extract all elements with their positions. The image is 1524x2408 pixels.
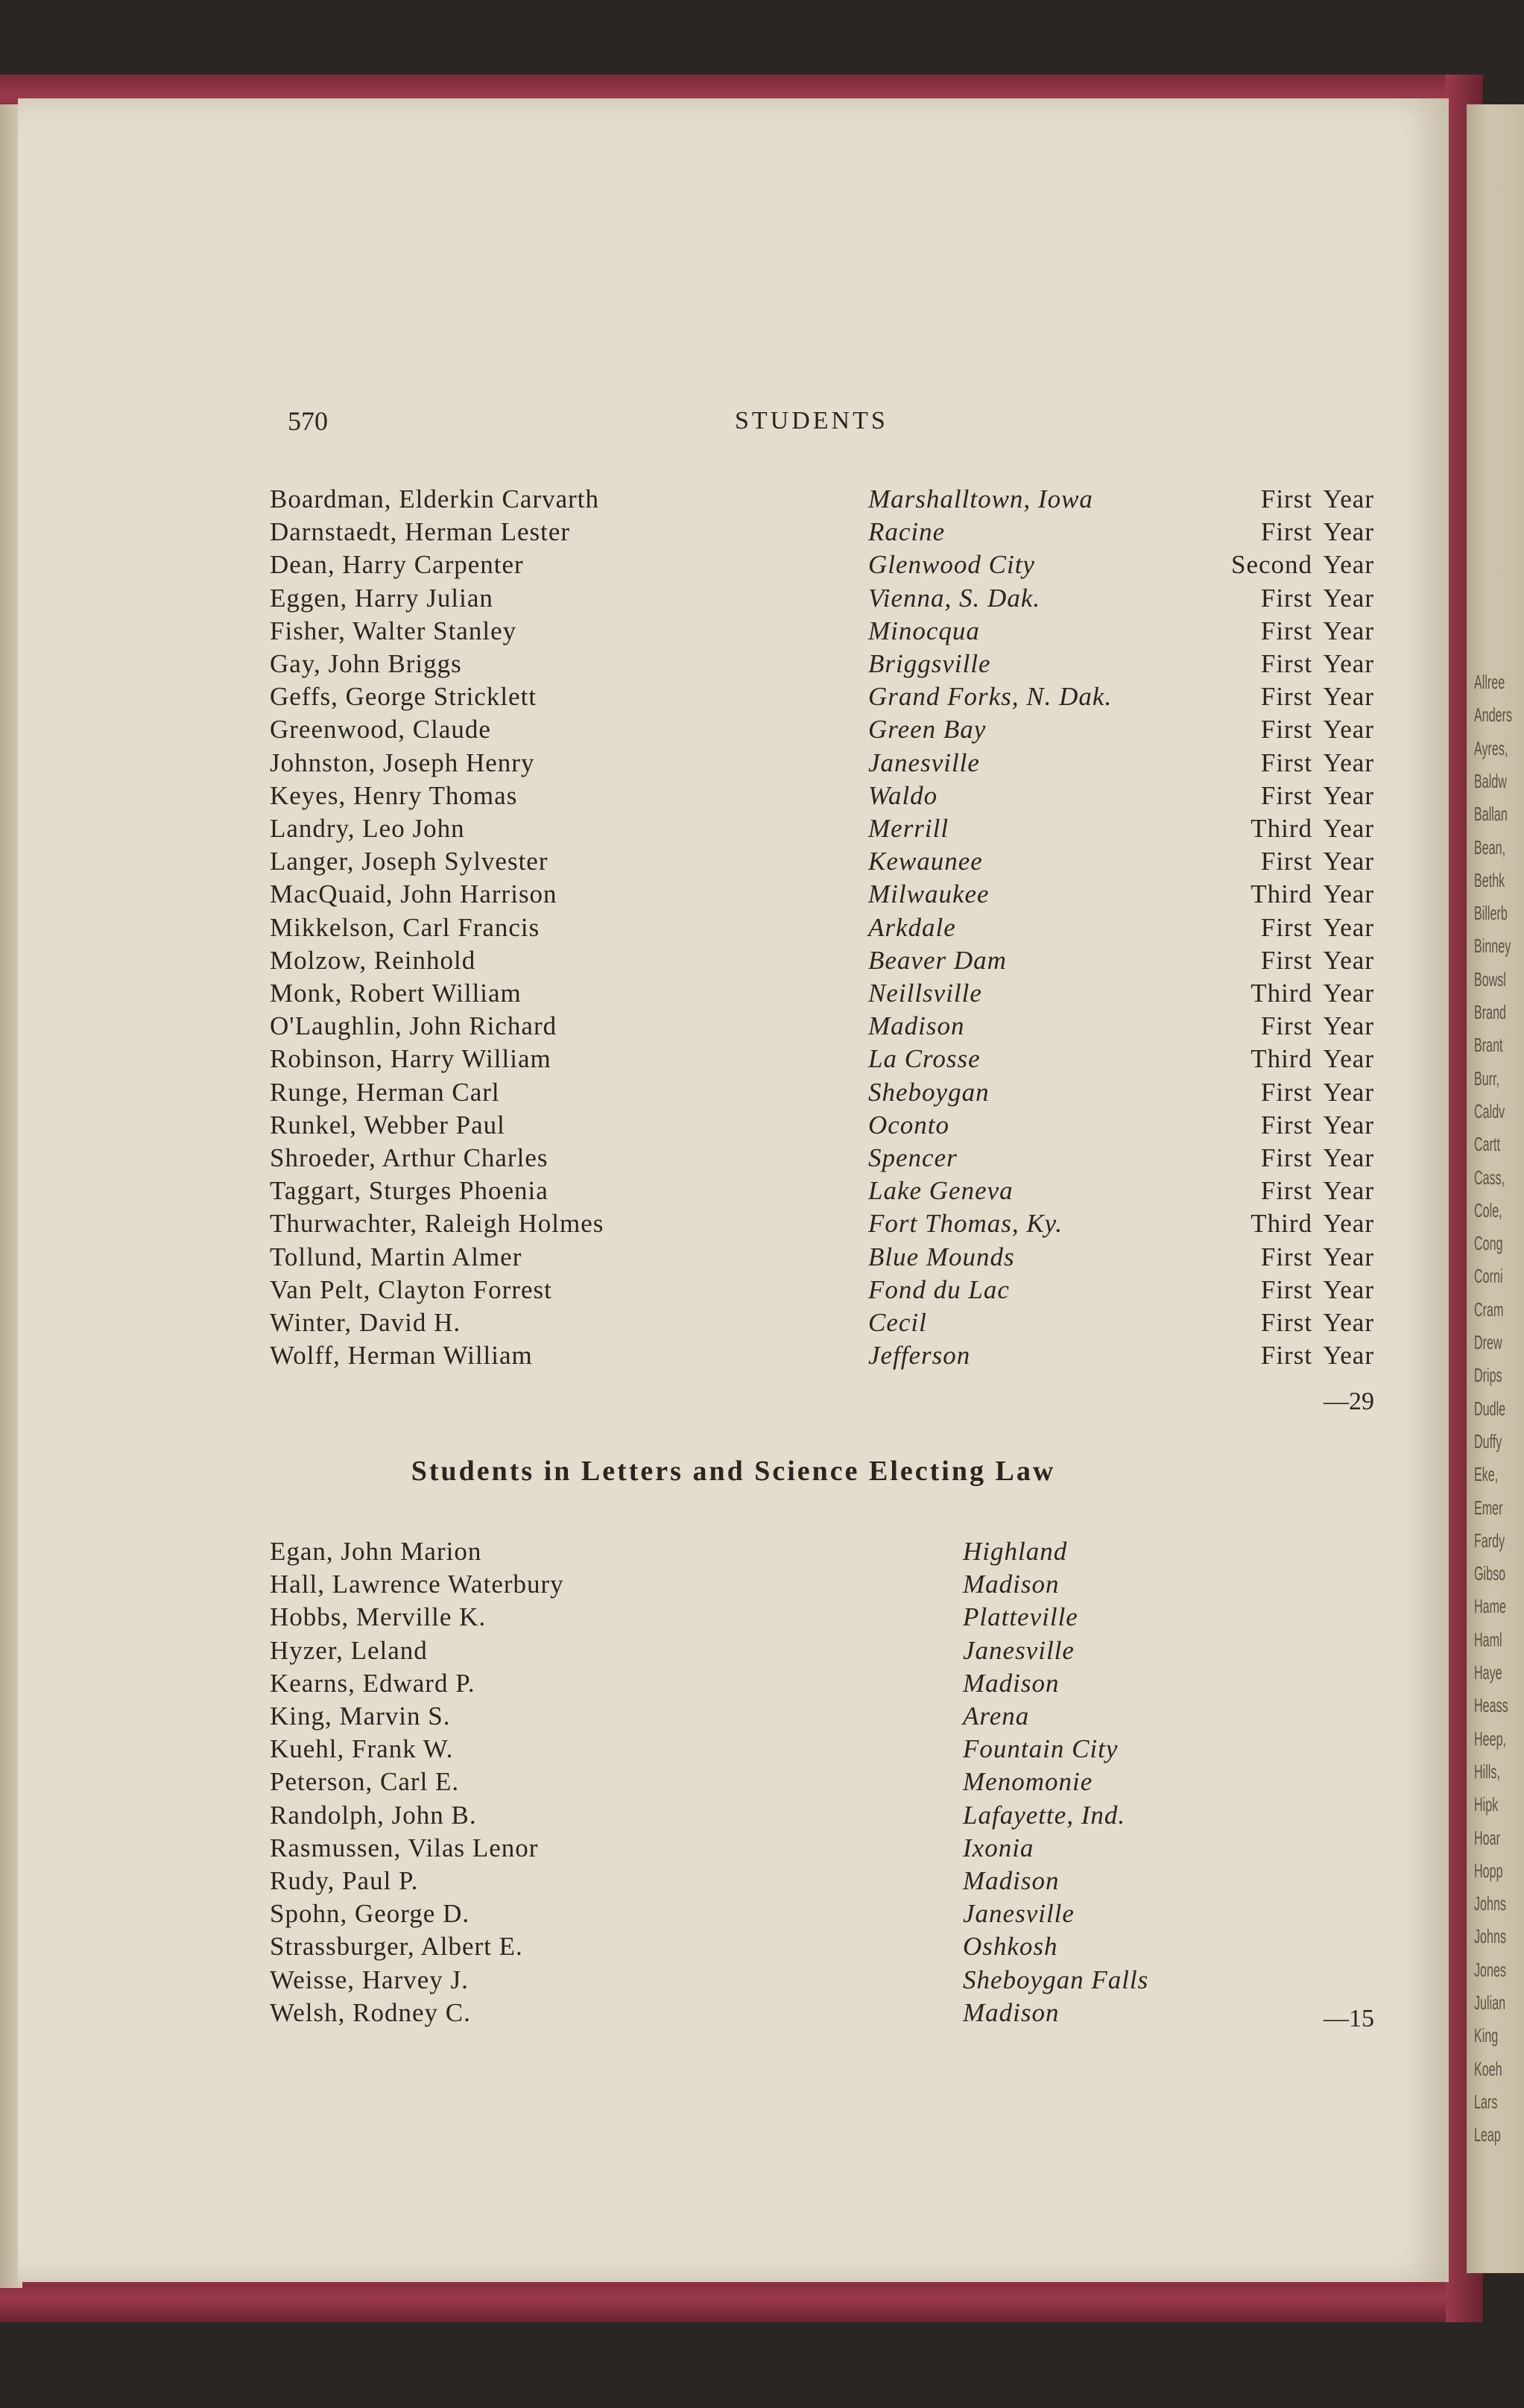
student-name: Hall, Lawrence Waterbury — [270, 1570, 564, 1599]
student-year: First Year — [1260, 1011, 1374, 1041]
table-row — [18, 1899, 1449, 1932]
next-page-fragment: Billerb — [1474, 902, 1508, 925]
next-page-fragment: Baldw — [1474, 769, 1507, 792]
next-page-fragment: Johns — [1474, 1892, 1507, 1915]
book-page — [18, 98, 1449, 2282]
student-name: Spohn, George D. — [270, 1899, 470, 1929]
table-row — [18, 517, 1449, 550]
table-row — [18, 913, 1449, 946]
student-name: Weisse, Harvey J. — [270, 1965, 469, 1994]
next-page-fragment: Brant — [1474, 1034, 1503, 1057]
student-hometown: Madison — [963, 1668, 1060, 1698]
next-page-fragment: Haml — [1474, 1628, 1502, 1651]
next-page-fragment: Emer — [1474, 1496, 1503, 1519]
student-name: Runge, Herman Carl — [270, 1077, 500, 1107]
table-row — [18, 1801, 1449, 1833]
next-page-fragment: Heass — [1474, 1694, 1508, 1717]
student-year: First Year — [1260, 715, 1374, 745]
student-hometown: Janesville — [963, 1635, 1075, 1665]
student-hometown: Arkdale — [868, 912, 956, 942]
student-hometown: Madison — [868, 1011, 965, 1041]
next-page-fragment: Leap — [1474, 2123, 1501, 2146]
student-hometown: Lafayette, Ind. — [963, 1800, 1126, 1830]
section-heading: Students in Letters and Science Electing Law — [411, 1456, 1056, 1487]
next-page-fragment: Hame — [1474, 1595, 1507, 1618]
student-hometown: Neillsville — [868, 979, 982, 1008]
next-page-fragment: Cole, — [1474, 1198, 1502, 1222]
student-year: First Year — [1260, 1341, 1374, 1371]
student-hometown: Merrill — [868, 814, 949, 843]
student-name: Fisher, Walter Stanley — [270, 616, 517, 645]
table-row — [18, 748, 1449, 781]
table-row — [18, 1209, 1449, 1242]
student-year: First Year — [1260, 583, 1374, 613]
student-name: Monk, Robert William — [270, 979, 522, 1008]
student-name: Taggart, Sturges Phoenia — [270, 1176, 548, 1206]
student-name: Kuehl, Frank W. — [270, 1734, 454, 1764]
table-row — [18, 1669, 1449, 1701]
next-page-fragment: Hipk — [1474, 1793, 1499, 1816]
next-page-edge — [1467, 104, 1524, 2273]
student-name: Hyzer, Leland — [270, 1635, 428, 1665]
student-year: First Year — [1260, 484, 1374, 513]
next-page-fragment: Lars — [1474, 2090, 1498, 2113]
student-name: Keyes, Henry Thomas — [270, 780, 518, 810]
table-row — [18, 1636, 1449, 1669]
table-row — [18, 781, 1449, 814]
student-hometown: Grand Forks, N. Dak. — [868, 682, 1113, 712]
next-page-fragment: Bowsl — [1474, 967, 1507, 990]
table-row — [18, 879, 1449, 912]
next-page-fragment: Allree — [1474, 671, 1505, 693]
next-page-fragment: Ayres, — [1474, 736, 1508, 759]
next-page-fragment: Hopp — [1474, 1859, 1503, 1882]
student-year: First Year — [1260, 1143, 1374, 1172]
student-name: Randolph, John B. — [270, 1800, 477, 1830]
student-hometown: Milwaukee — [868, 879, 990, 909]
table-row — [18, 1932, 1449, 1965]
student-name: Peterson, Carl E. — [270, 1767, 460, 1797]
student-hometown: Fountain City — [963, 1734, 1119, 1764]
next-page-fragment: Binney — [1474, 935, 1511, 958]
table-row — [18, 1866, 1449, 1899]
student-hometown: Ixonia — [963, 1833, 1034, 1862]
table-row — [18, 847, 1449, 879]
student-hometown: Vienna, S. Dak. — [868, 583, 1041, 613]
student-name: Landry, Leo John — [270, 814, 465, 843]
next-page-fragment: Julian — [1474, 1991, 1506, 2014]
page-number: 570 — [288, 406, 328, 436]
table-row — [18, 1998, 1449, 2031]
student-name: Hobbs, Merville K. — [270, 1602, 487, 1632]
running-head: STUDENTS — [735, 407, 888, 434]
table-row — [18, 1570, 1449, 1602]
student-hometown: Menomonie — [963, 1767, 1093, 1797]
next-page-fragment: Haye — [1474, 1661, 1502, 1684]
student-name: King, Marvin S. — [270, 1701, 451, 1731]
next-page-fragment: Eke, — [1474, 1463, 1499, 1486]
student-name: Van Pelt, Clayton Forrest — [270, 1274, 552, 1304]
table-row — [18, 814, 1449, 847]
electing-law-total: —15 — [1324, 2005, 1374, 2032]
next-page-fragment: Johns — [1474, 1925, 1507, 1948]
table-row — [18, 484, 1449, 517]
table-row — [18, 584, 1449, 616]
next-page-fragment: Cass, — [1474, 1166, 1505, 1189]
table-row — [18, 1110, 1449, 1143]
student-hometown: Racine — [868, 517, 946, 547]
student-name: MacQuaid, John Harrison — [270, 879, 557, 909]
next-page-fragment: Caldv — [1474, 1099, 1505, 1122]
next-page-fragment: Jones — [1474, 1958, 1507, 1981]
next-page-fragment: Cong — [1474, 1232, 1503, 1255]
table-row — [18, 1602, 1449, 1635]
table-row — [18, 715, 1449, 748]
table-row — [18, 1242, 1449, 1275]
next-page-fragment: Anders — [1474, 704, 1513, 727]
next-page-fragment: Hoar — [1474, 1826, 1500, 1849]
student-hometown: Waldo — [868, 780, 938, 810]
next-page-fragment: Dudle — [1474, 1397, 1506, 1420]
table-row — [18, 682, 1449, 715]
student-name: Kearns, Edward P. — [270, 1668, 475, 1698]
student-year: First Year — [1260, 1242, 1374, 1271]
table-row — [18, 649, 1449, 682]
student-year: First Year — [1260, 912, 1374, 942]
student-hometown: Kewaunee — [868, 847, 983, 876]
student-hometown: Highland — [963, 1537, 1068, 1566]
student-name: Shroeder, Arthur Charles — [270, 1143, 548, 1172]
table-row — [18, 1011, 1449, 1044]
next-page-fragment: Hills, — [1474, 1760, 1500, 1783]
next-page-fragment: Brand — [1474, 1001, 1507, 1023]
next-page-fragment: Bean, — [1474, 835, 1506, 859]
next-page-fragment: Cartt — [1474, 1133, 1500, 1156]
student-name: Eggen, Harry Julian — [270, 583, 493, 613]
student-year: First Year — [1260, 1110, 1374, 1140]
student-year: First Year — [1260, 1077, 1374, 1107]
student-name: Rasmussen, Vilas Lenor — [270, 1833, 539, 1862]
student-hometown: Cecil — [868, 1308, 927, 1337]
table-row — [18, 1734, 1449, 1767]
student-year: First Year — [1260, 682, 1374, 712]
student-name: Egan, John Marion — [270, 1537, 482, 1566]
student-hometown: Marshalltown, Iowa — [868, 484, 1093, 513]
student-hometown: Beaver Dam — [868, 945, 1007, 975]
student-name: Welsh, Rodney C. — [270, 1997, 471, 2027]
student-hometown: Madison — [963, 1997, 1060, 2027]
student-name: Darnstaedt, Herman Lester — [270, 517, 571, 547]
student-name: Dean, Harry Carpenter — [270, 550, 524, 580]
next-page-fragment: Drew — [1474, 1331, 1502, 1353]
student-year: First Year — [1260, 517, 1374, 547]
student-name: Winter, David H. — [270, 1308, 461, 1337]
student-year: First Year — [1260, 945, 1374, 975]
next-page-fragment: Heep, — [1474, 1727, 1507, 1750]
next-page-fragment: Corni — [1474, 1265, 1503, 1288]
student-hometown: Spencer — [868, 1143, 958, 1172]
student-year: First Year — [1260, 780, 1374, 810]
student-hometown: Oshkosh — [963, 1932, 1058, 1962]
table-row — [18, 550, 1449, 583]
table-row — [18, 1308, 1449, 1341]
next-page-fragment: Drips — [1474, 1364, 1502, 1387]
student-year: First Year — [1260, 748, 1374, 777]
student-hometown: Glenwood City — [868, 550, 1035, 580]
student-name: O'Laughlin, John Richard — [270, 1011, 557, 1041]
law-students-total: —29 — [1324, 1388, 1374, 1415]
student-hometown: Arena — [963, 1701, 1030, 1731]
student-name: Geffs, George Stricklett — [270, 682, 537, 712]
student-hometown: Sheboygan — [868, 1077, 990, 1107]
table-row — [18, 616, 1449, 649]
student-year: Third Year — [1250, 814, 1374, 843]
student-name: Thurwachter, Raleigh Holmes — [270, 1209, 604, 1239]
student-hometown: Platteville — [963, 1602, 1078, 1632]
student-year: Third Year — [1250, 879, 1374, 909]
student-hometown: La Crosse — [868, 1044, 981, 1074]
student-year: Third Year — [1250, 1044, 1374, 1074]
next-page-fragment: Fardy — [1474, 1529, 1505, 1552]
student-year: First Year — [1260, 1274, 1374, 1304]
next-page-fragment: King — [1474, 2024, 1499, 2047]
student-year: First Year — [1260, 649, 1374, 678]
student-hometown: Sheboygan Falls — [963, 1965, 1149, 1994]
student-year: First Year — [1260, 616, 1374, 645]
student-hometown: Briggsville — [868, 649, 991, 678]
student-name: Robinson, Harry William — [270, 1044, 551, 1074]
student-name: Greenwood, Claude — [270, 715, 491, 745]
student-year: First Year — [1260, 847, 1374, 876]
table-row — [18, 946, 1449, 979]
next-page-fragment: Ballan — [1474, 803, 1508, 826]
next-page-fragment: Bethk — [1474, 868, 1505, 891]
table-row — [18, 1701, 1449, 1734]
table-row — [18, 1833, 1449, 1866]
student-hometown: Janesville — [963, 1899, 1075, 1929]
student-hometown: Jefferson — [868, 1341, 971, 1371]
student-hometown: Janesville — [868, 748, 980, 777]
student-name: Runkel, Webber Paul — [270, 1110, 505, 1140]
student-name: Boardman, Elderkin Carvarth — [270, 484, 600, 513]
student-name: Langer, Joseph Sylvester — [270, 847, 548, 876]
student-hometown: Lake Geneva — [868, 1176, 1014, 1206]
student-year: First Year — [1260, 1176, 1374, 1206]
student-hometown: Green Bay — [868, 715, 987, 745]
student-hometown: Oconto — [868, 1110, 950, 1140]
student-year: Second Year — [1231, 550, 1374, 580]
next-page-fragment: Duffy — [1474, 1429, 1502, 1453]
student-hometown: Madison — [963, 1866, 1060, 1895]
table-row — [18, 1078, 1449, 1110]
student-year: Third Year — [1250, 1209, 1374, 1239]
next-page-fragment: Burr, — [1474, 1066, 1500, 1090]
student-hometown: Blue Mounds — [868, 1242, 1015, 1271]
student-name: Gay, John Briggs — [270, 649, 462, 678]
student-year: Third Year — [1250, 979, 1374, 1008]
student-name: Molzow, Reinhold — [270, 945, 476, 975]
table-row — [18, 1767, 1449, 1800]
student-name: Tollund, Martin Almer — [270, 1242, 522, 1271]
table-row — [18, 1537, 1449, 1570]
table-row — [18, 1176, 1449, 1209]
student-name: Wolff, Herman William — [270, 1341, 533, 1371]
next-page-fragment: Gibso — [1474, 1562, 1506, 1585]
table-row — [18, 1965, 1449, 1998]
next-page-fragment: Koeh — [1474, 2057, 1502, 2080]
student-name: Johnston, Joseph Henry — [270, 748, 535, 777]
student-hometown: Fort Thomas, Ky. — [868, 1209, 1063, 1239]
table-row — [18, 1341, 1449, 1374]
student-name: Strassburger, Albert E. — [270, 1932, 523, 1962]
table-row — [18, 979, 1449, 1011]
student-hometown: Minocqua — [868, 616, 980, 645]
student-year: First Year — [1260, 1308, 1374, 1337]
student-name: Mikkelson, Carl Francis — [270, 912, 540, 942]
table-row — [18, 1044, 1449, 1077]
student-hometown: Madison — [963, 1570, 1060, 1599]
table-row — [18, 1275, 1449, 1308]
table-row — [18, 1143, 1449, 1176]
next-page-fragment: Cram — [1474, 1298, 1504, 1321]
student-name: Rudy, Paul P. — [270, 1866, 419, 1895]
student-hometown: Fond du Lac — [868, 1274, 1010, 1304]
